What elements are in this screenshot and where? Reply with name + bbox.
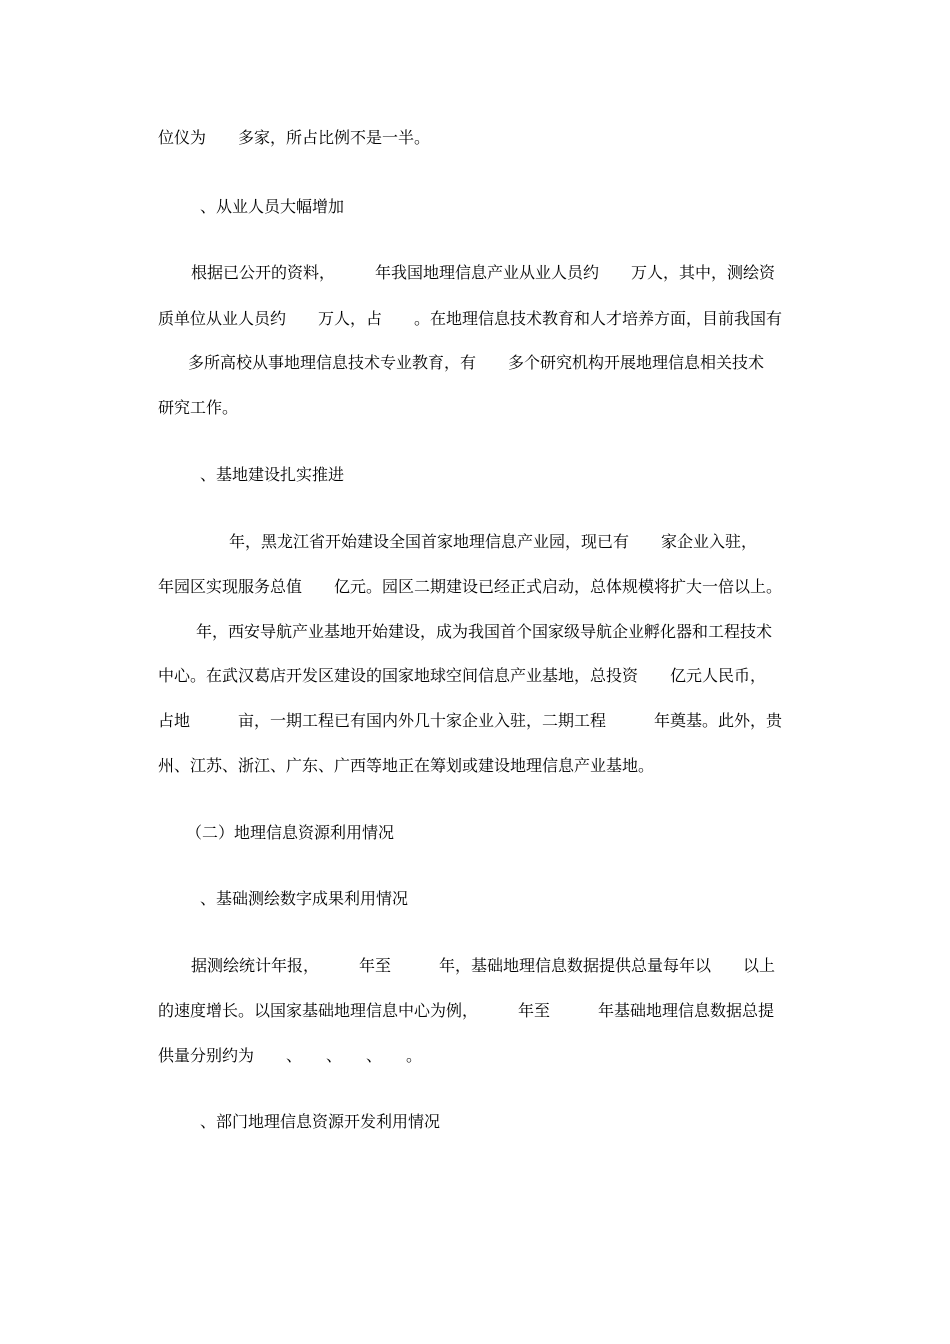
body-text-line: 根据已公开的资料， 年我国地理信息产业从业人员约 万人，其中，测绘资 bbox=[191, 263, 776, 282]
subsection-heading: 、从业人员大幅增加 bbox=[200, 197, 345, 216]
subsection-heading: 、基地建设扎实推进 bbox=[200, 465, 345, 484]
body-text-line: 年园区实现服务总值 亿元。园区二期建设已经正式启动，总体规模将扩大一倍以上。 bbox=[158, 577, 783, 596]
subsection-heading: 、基础测绘数字成果利用情况 bbox=[200, 889, 409, 908]
body-text-line: 年，西安导航产业基地开始建设，成为我国首个国家级导航企业孵化器和工程技术 bbox=[196, 622, 773, 641]
body-text-line: 供量分别约为 、 、 、 。 bbox=[158, 1046, 423, 1065]
body-text-line: 质单位从业人员约 万人，占 。在地理信息技术教育和人才培养方面，目前我国有 bbox=[158, 309, 783, 328]
body-text-line: 占地 亩，一期工程已有国内外几十家企业入驻，二期工程 年奠基。此外，贵 bbox=[158, 711, 783, 730]
body-text-line: 年，黑龙江省开始建设全国首家地理信息产业园，现已有 家企业入驻， bbox=[229, 532, 758, 551]
section-heading: （二）地理信息资源利用情况 bbox=[186, 823, 395, 842]
body-text-line: 州、江苏、浙江、广东、广西等地正在筹划或建设地理信息产业基地。 bbox=[158, 756, 655, 775]
body-text-line: 位仪为 多家，所占比例不是一半。 bbox=[158, 128, 431, 147]
body-text-line: 研究工作。 bbox=[158, 398, 239, 417]
subsection-heading: 、部门地理信息资源开发利用情况 bbox=[200, 1112, 441, 1131]
body-text-line: 中心。在武汉葛店开发区建设的国家地球空间信息产业基地，总投资 亿元人民币， bbox=[158, 666, 767, 685]
body-text-line: 多所高校从事地理信息技术专业教育，有 多个研究机构开展地理信息相关技术 bbox=[188, 353, 765, 372]
body-text-line: 据测绘统计年报， 年至 年，基础地理信息数据提供总量每年以 以上 bbox=[191, 956, 776, 975]
body-text-line: 的速度增长。以国家基础地理信息中心为例， 年至 年基础地理信息数据总提 bbox=[158, 1001, 775, 1020]
